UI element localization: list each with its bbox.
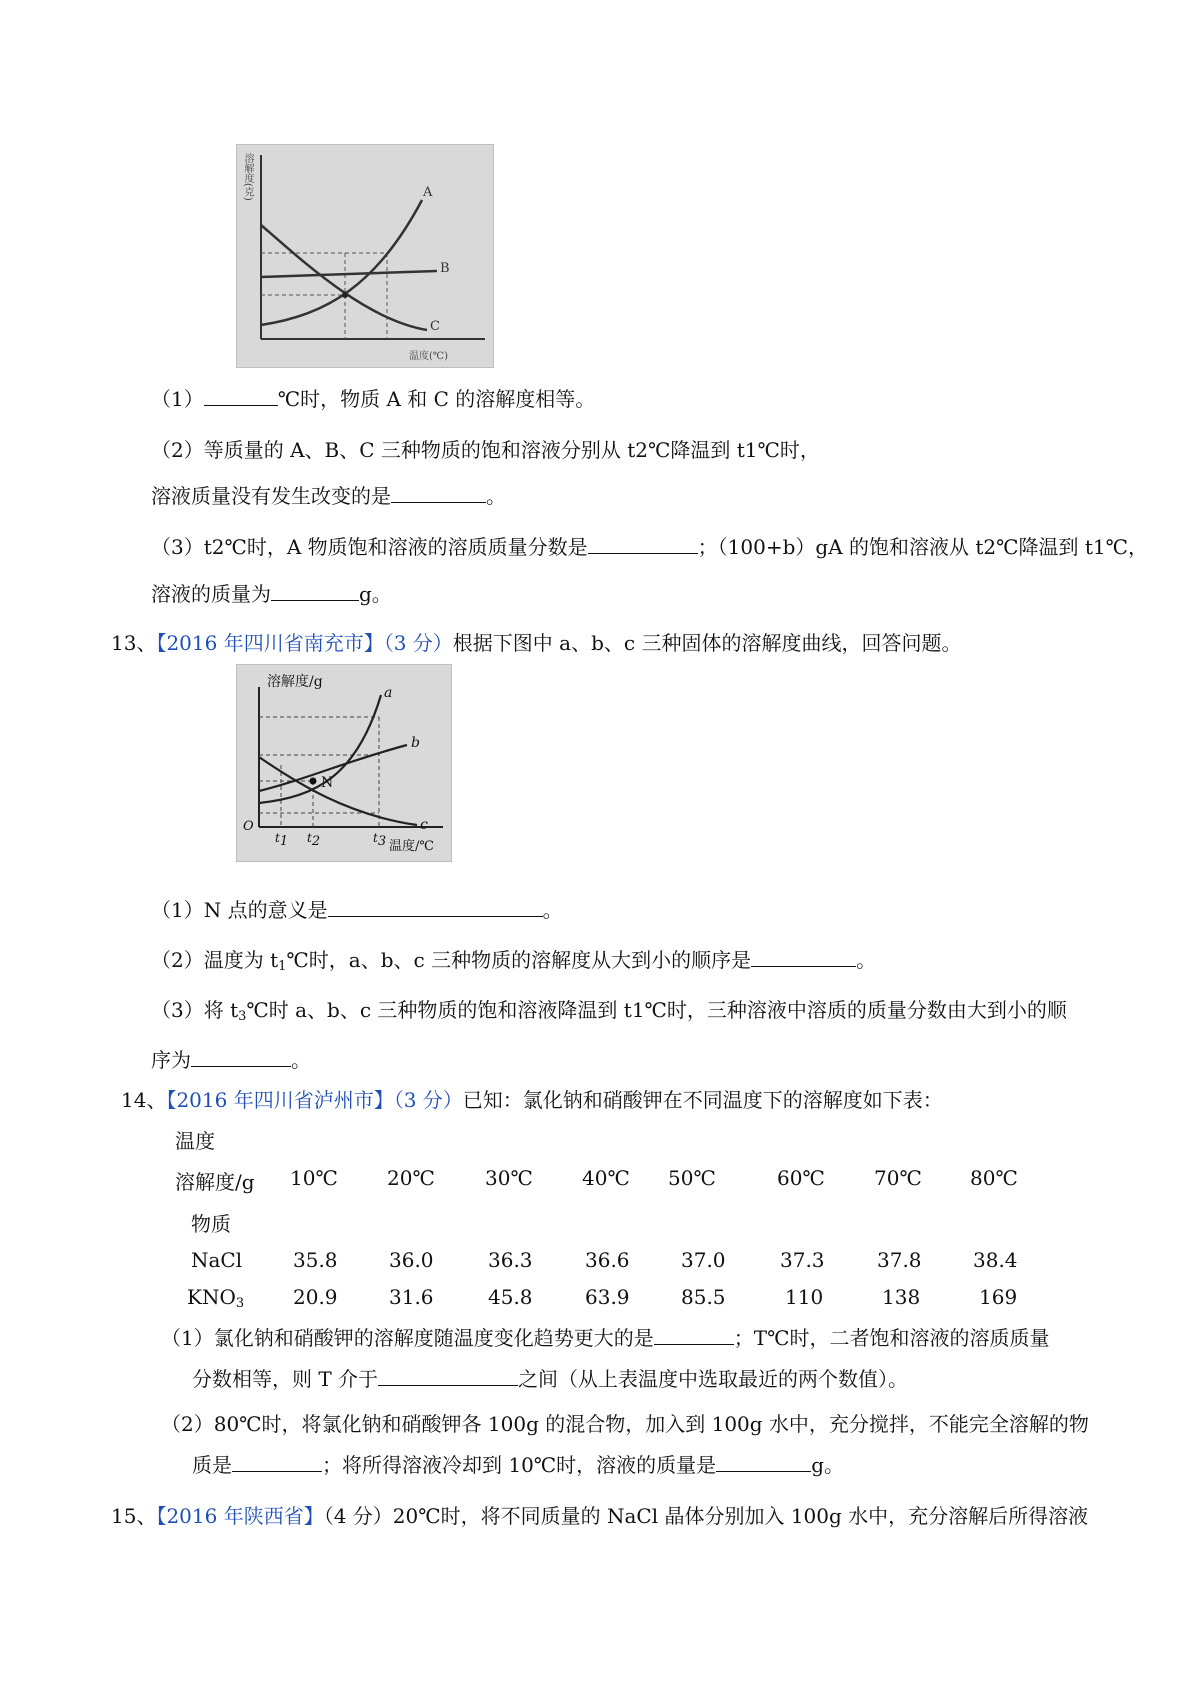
- table-header-cell: 80℃: [970, 1166, 1018, 1190]
- table-cell: 36.6: [585, 1248, 630, 1272]
- table-cell: 110: [785, 1285, 824, 1309]
- table-header-cell: 70℃: [874, 1166, 922, 1190]
- q15-source: 【2016 年陕西省】: [156, 1504, 324, 1528]
- q13-part1: （1）N 点的意义是 。: [151, 898, 563, 922]
- q14-source: 【2016 年四川省泸州市】（3 分）: [166, 1088, 463, 1112]
- table-cell: 36.3: [488, 1248, 533, 1272]
- q13-header: 13、【2016 年四川省南充市】（3 分）根据下图中 a、b、c 三种固体的溶解度曲线，回答问题。: [111, 631, 962, 655]
- table-cell: 169: [979, 1285, 1018, 1309]
- table-corner-top: 温度: [175, 1129, 215, 1153]
- q12-part3-line2: 溶液的质量为 g。: [151, 582, 392, 606]
- q12-part3-line1: （3）t2℃时，A 物质饱和溶液的溶质质量分数是 ；（100+b）gA 的饱和溶液从 t2℃降温到 t1℃，: [151, 535, 1148, 559]
- table-cell: 45.8: [488, 1285, 533, 1309]
- table-header-cell: 50℃: [668, 1166, 716, 1190]
- q12-part2-line2: 溶液质量没有发生改变的是 。: [151, 484, 506, 508]
- table-header-cell: 10℃: [290, 1166, 338, 1190]
- q14-part1-line1: （1）氯化钠和硝酸钾的溶解度随温度变化趋势更大的是 ；T℃时，二者饱和溶液的溶质质量: [161, 1326, 1050, 1350]
- table-cell: 85.5: [681, 1285, 726, 1309]
- point-n-label: N: [321, 775, 334, 791]
- curve-label-c: c: [420, 817, 428, 833]
- curve-label-a: A: [423, 185, 433, 200]
- table-cell: 35.8: [293, 1248, 338, 1272]
- q13-source: 【2016 年四川省南充市】（3 分）: [156, 631, 453, 655]
- table-corner-mid: 溶解度/g: [175, 1170, 255, 1194]
- table-header-cell: 30℃: [485, 1166, 533, 1190]
- tick-t3: $t_3$: [373, 831, 387, 849]
- curve-label-c: C: [430, 319, 440, 334]
- table-cell: 63.9: [585, 1285, 630, 1309]
- q12-part1: （1） ℃时，物质 A 和 C 的溶解度相等。: [151, 387, 596, 411]
- table-header-cell: 20℃: [387, 1166, 435, 1190]
- q15-header: 15、【2016 年陕西省】（4 分）20℃时，将不同质量的 NaCl 晶体分别加入 100g 水中，充分溶解后所得溶液: [111, 1504, 1089, 1528]
- chart-origin: O: [243, 819, 254, 834]
- table-cell: 138: [882, 1285, 921, 1309]
- chart-ylabel: 溶解度/g: [267, 674, 323, 690]
- q12-part2-line1: （2）等质量的 A、B、C 三种物质的饱和溶液分别从 t2℃降温到 t1℃时，: [151, 438, 820, 462]
- q13-part3-line1: （3）将 $t_3℃$时 a、b、c 三种物质的饱和溶液降温到 t1℃时，三种溶液中溶质的质量分数由大到小的顺: [151, 998, 1067, 1024]
- curve-label-b: B: [440, 261, 450, 276]
- q14-part1-line2: 分数相等，则 T 介于 之间（从上表温度中选取最近的两个数值）。: [192, 1367, 909, 1391]
- chart-ylabel: 溶解度(克): [242, 153, 253, 201]
- table-header-cell: 40℃: [582, 1166, 630, 1190]
- q14-part2-line1: （2）80℃时，将氯化钠和硝酸钾各 100g 的混合物，加入到 100g 水中，充分搅拌，不能完全溶解的物: [161, 1412, 1089, 1436]
- table-cell: 20.9: [293, 1285, 338, 1309]
- table-cell: 37.3: [780, 1248, 825, 1272]
- chart-xlabel: 温度/℃: [389, 839, 434, 854]
- tick-t1: $t_1$: [275, 831, 289, 849]
- table-header-cell: 60℃: [777, 1166, 825, 1190]
- solubility-chart-abc-lower: [236, 664, 452, 862]
- table-cell: 37.0: [681, 1248, 726, 1272]
- q13-part2: （2）温度为 $t_1℃$时，a、b、c 三种物质的溶解度从大到小的顺序是 。: [151, 948, 877, 974]
- table-cell: 37.8: [877, 1248, 922, 1272]
- chart-xlabel: 温度(℃): [409, 351, 448, 362]
- table-corner-bottom: 物质: [191, 1212, 231, 1236]
- table-row-label: NaCl: [191, 1248, 243, 1272]
- q14-header: 14、【2016 年四川省泸州市】（3 分）已知：氯化钠和硝酸钾在不同温度下的溶解度如下表：: [121, 1088, 943, 1112]
- table-row-label: $KNO_3$: [187, 1285, 245, 1311]
- curve-label-a: a: [384, 685, 393, 701]
- q13-part3-line2: 序为 。: [151, 1048, 311, 1072]
- table-cell: 38.4: [973, 1248, 1018, 1272]
- curve-label-b: b: [411, 735, 420, 751]
- table-cell: 31.6: [389, 1285, 434, 1309]
- table-cell: 36.0: [389, 1248, 434, 1272]
- solubility-chart-abc: [236, 144, 494, 368]
- tick-t2: $t_2$: [307, 831, 321, 849]
- q14-part2-line2: 质是 ；将所得溶液冷却到 10℃时，溶液的质量是 g。: [192, 1453, 844, 1477]
